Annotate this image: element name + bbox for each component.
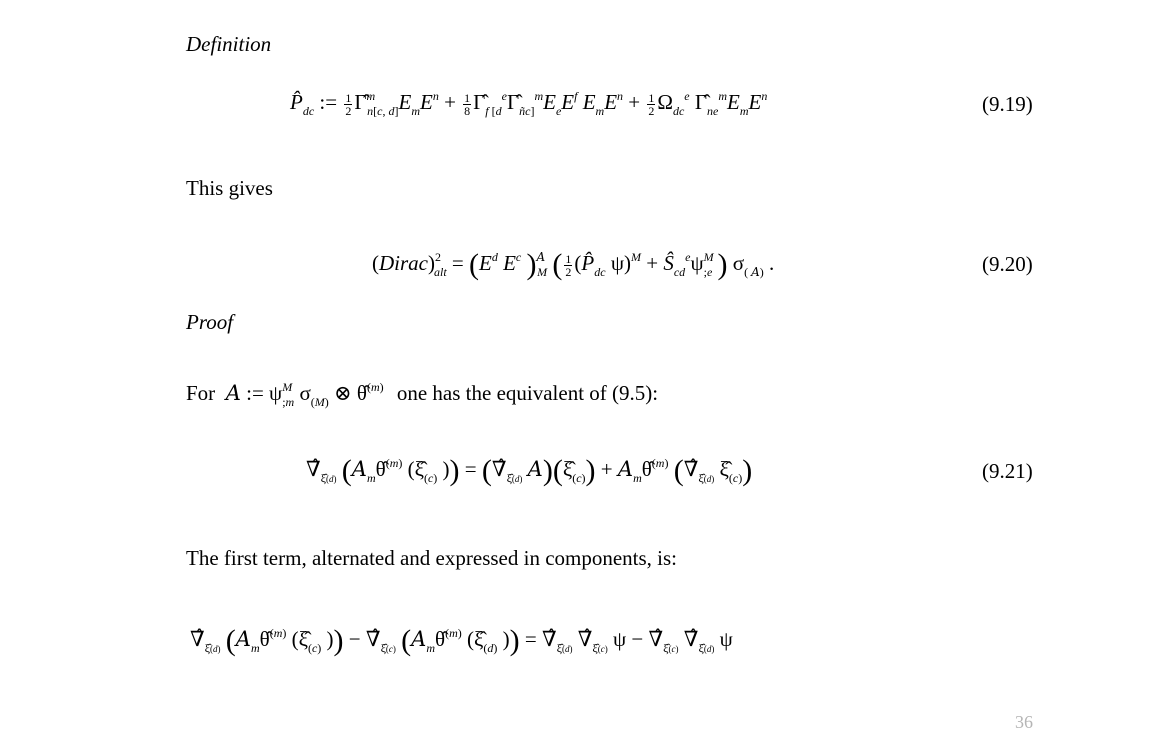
first-term-text: The first term, alternated and expressed in components, is: [186,546,678,570]
for-suffix-text: one has the equivalent of (9.5): [396,381,659,405]
equation-number-9-21: (9.21) [982,459,1033,483]
for-definition-math: A := $\psi^M_{;m}$ $\sigma_{(M)}$ ⊗ θ̂$^{(m)}$ [225,380,384,409]
this-gives-text: This gives [186,176,273,200]
equation-9-19: $P̂_{dc}$ := $\frac{1}{2}$ $\Gammâ^m_{n[c, d]}E_mE^n$ + $\frac{1}{8}$ $\Gammâ_{f [d}^e\Gammâ_{ñc]}^mE_eE^f$ $E_mE^n$ + $\frac{1}{2}$ $\Omega_{dc}^e$ $\Gammâ_{ne}^mE_mE^n$ [290,89,768,118]
equation-alternated: $\nablâ_{\xî(d)}$ ($A_m\thetâ^{(m)}$ ($\xî_{(c)}$ )) − $\nablâ_{\xî(c)}$ ($A_m\thetâ^{(m)}$ ($\xî_{(d)}$ )) = $\nablâ_{\xî(d)}$ $\nablâ_{\xî(c)}$ $\psi - \nablâ_{\xî(c)}$ $\nablâ_{\xî(d)}$ ψ [190,624,733,657]
equation-9-20: (Dirac)$^2_{alt}$ = ($E^d$ $E^c$ )$^A_M$ ( $\frac{1}{2}$ ($P̂_{dc}$ $\psi)^M + Ŝ_{cd}^e\psi^M_{;e}$ ) $\sigma_{( A)}$ . [372,248,775,281]
proof-heading: Proof [186,310,234,334]
definition-heading: Definition [186,32,272,56]
for-line [186,381,658,408]
page-number: 36 [1015,712,1033,732]
equation-number-9-19: (9.19) [982,92,1033,116]
for-prefix-text: For [186,381,216,405]
equation-number-9-20: (9.20) [982,252,1033,276]
equation-9-21: $\nablâ_{\xî(d)}$ ($A_m\thetâ^{(m)}$ ($\xî_{(c)}$ )) = ($\nablâ_{\xî(d)}$ $A)(\xî_{(c)})$ + $A_m\thetâ^{(m)}$ ($\nablâ_{\xî(d)}$ $\xî_{(c)}$) [306,454,753,487]
